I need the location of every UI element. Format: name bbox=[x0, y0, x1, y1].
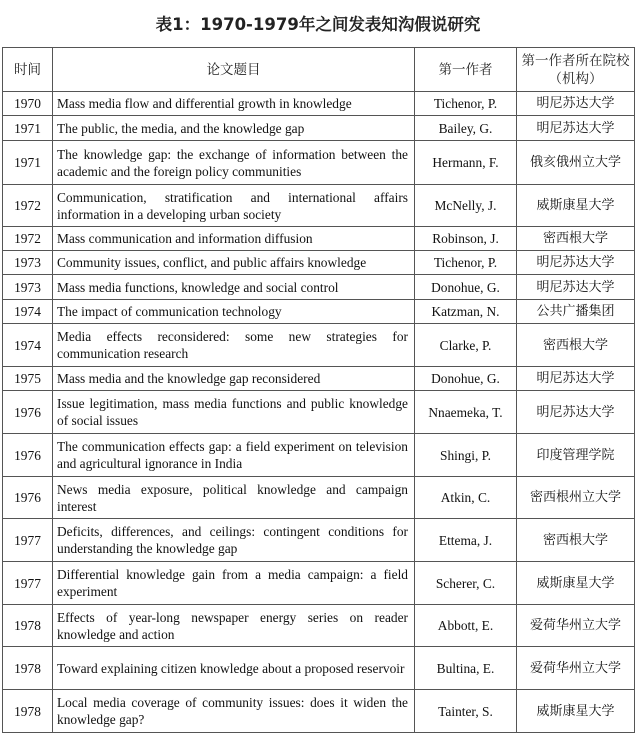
paper-title-cell: Mass media flow and differential growth in knowledge bbox=[53, 92, 415, 116]
author-cell: Katzman, N. bbox=[415, 300, 517, 324]
institution-cell: 明尼苏达大学 bbox=[517, 391, 635, 434]
table-row bbox=[3, 227, 635, 251]
paper-title-cell: Deficits, differences, and ceilings: contingent conditions for understanding the knowledge gap bbox=[53, 519, 415, 562]
author-cell: Clarke, P. bbox=[415, 324, 517, 367]
institution-cell: 威斯康星大学 bbox=[517, 562, 635, 605]
table-body bbox=[3, 92, 635, 733]
table-row bbox=[3, 92, 635, 116]
table-row bbox=[3, 141, 635, 185]
institution-cell: 明尼苏达大学 bbox=[517, 275, 635, 300]
institution-cell: 威斯康星大学 bbox=[517, 185, 635, 227]
paper-title-cell: Media effects reconsidered: some new strategies for communication research bbox=[53, 324, 415, 367]
year-cell: 1974 bbox=[3, 324, 53, 367]
paper-title-cell: Differential knowledge gain from a media campaign: a field experiment bbox=[53, 562, 415, 605]
year-cell: 1977 bbox=[3, 562, 53, 605]
paper-title-cell: The impact of communication technology bbox=[53, 300, 415, 324]
paper-title-cell: Communication, stratification and international affairs information in a developing urban society bbox=[53, 185, 415, 227]
table-row bbox=[3, 300, 635, 324]
table-row bbox=[3, 116, 635, 141]
institution-cell: 密西根大学 bbox=[517, 519, 635, 562]
header-row bbox=[3, 48, 635, 92]
institution-cell: 俄亥俄州立大学 bbox=[517, 141, 635, 185]
author-cell: Robinson, J. bbox=[415, 227, 517, 251]
institution-cell: 明尼苏达大学 bbox=[517, 116, 635, 141]
table-row bbox=[3, 367, 635, 391]
year-cell: 1973 bbox=[3, 251, 53, 275]
author-cell: Shingi, P. bbox=[415, 434, 517, 477]
author-cell: Tichenor, P. bbox=[415, 251, 517, 275]
table-row bbox=[3, 324, 635, 367]
institution-cell: 威斯康星大学 bbox=[517, 690, 635, 733]
institution-cell: 公共广播集团 bbox=[517, 300, 635, 324]
paper-title-cell: Effects of year-long newspaper energy series on reader knowledge and action bbox=[53, 605, 415, 647]
author-cell: Donohue, G. bbox=[415, 275, 517, 300]
author-cell: Tichenor, P. bbox=[415, 92, 517, 116]
author-cell: Bailey, G. bbox=[415, 116, 517, 141]
paper-title-cell: The knowledge gap: the exchange of information between the academic and the foreign policy communities bbox=[53, 141, 415, 185]
table-row bbox=[3, 519, 635, 562]
author-cell: Ettema, J. bbox=[415, 519, 517, 562]
institution-cell: 密西根州立大学 bbox=[517, 477, 635, 519]
paper-title-cell: News media exposure, political knowledge and campaign interest bbox=[53, 477, 415, 519]
paper-title-cell: Mass communication and information diffusion bbox=[53, 227, 415, 251]
year-cell: 1978 bbox=[3, 690, 53, 733]
institution-cell: 爱荷华州立大学 bbox=[517, 647, 635, 690]
paper-title-cell: Toward explaining citizen knowledge about a proposed reservoir bbox=[53, 647, 415, 690]
studies-table bbox=[2, 47, 635, 733]
institution-cell: 明尼苏达大学 bbox=[517, 251, 635, 275]
year-cell: 1975 bbox=[3, 367, 53, 391]
institution-cell: 明尼苏达大学 bbox=[517, 92, 635, 116]
author-cell: Donohue, G. bbox=[415, 367, 517, 391]
author-cell: Tainter, S. bbox=[415, 690, 517, 733]
table-row bbox=[3, 690, 635, 733]
year-cell: 1971 bbox=[3, 116, 53, 141]
table-row bbox=[3, 477, 635, 519]
author-cell: Nnaemeka, T. bbox=[415, 391, 517, 434]
author-cell: Bultina, E. bbox=[415, 647, 517, 690]
institution-cell: 密西根大学 bbox=[517, 324, 635, 367]
table-row bbox=[3, 251, 635, 275]
institution-cell: 爱荷华州立大学 bbox=[517, 605, 635, 647]
year-cell: 1972 bbox=[3, 185, 53, 227]
table-row bbox=[3, 275, 635, 300]
paper-title-cell: Mass media and the knowledge gap reconsidered bbox=[53, 367, 415, 391]
paper-title-cell: Community issues, conflict, and public affairs knowledge bbox=[53, 251, 415, 275]
paper-title-cell: Issue legitimation, mass media functions and public knowledge of social issues bbox=[53, 391, 415, 434]
header-author: 第一作者 bbox=[415, 48, 517, 92]
year-cell: 1976 bbox=[3, 391, 53, 434]
year-cell: 1974 bbox=[3, 300, 53, 324]
year-cell: 1972 bbox=[3, 227, 53, 251]
table-row bbox=[3, 647, 635, 690]
table-row bbox=[3, 434, 635, 477]
author-cell: Hermann, F. bbox=[415, 141, 517, 185]
author-cell: Scherer, C. bbox=[415, 562, 517, 605]
institution-cell: 明尼苏达大学 bbox=[517, 367, 635, 391]
author-cell: Atkin, C. bbox=[415, 477, 517, 519]
institution-cell: 印度管理学院 bbox=[517, 434, 635, 477]
author-cell: Abbott, E. bbox=[415, 605, 517, 647]
year-cell: 1971 bbox=[3, 141, 53, 185]
header-year: 时间 bbox=[3, 48, 53, 92]
year-cell: 1978 bbox=[3, 647, 53, 690]
paper-title-cell: The communication effects gap: a field experiment on television and agricultural ignorance in India bbox=[53, 434, 415, 477]
table-title: 表1：1970-1979年之间发表知沟假说研究 bbox=[155, 15, 481, 34]
table-row bbox=[3, 562, 635, 605]
paper-title-cell: Mass media functions, knowledge and social control bbox=[53, 275, 415, 300]
year-cell: 1978 bbox=[3, 605, 53, 647]
table-row bbox=[3, 185, 635, 227]
header-institution: 第一作者所在院校（机构） bbox=[517, 48, 635, 92]
year-cell: 1976 bbox=[3, 434, 53, 477]
table-row bbox=[3, 605, 635, 647]
institution-cell: 密西根大学 bbox=[517, 227, 635, 251]
paper-title-cell: Local media coverage of community issues: does it widen the knowledge gap? bbox=[53, 690, 415, 733]
year-cell: 1976 bbox=[3, 477, 53, 519]
year-cell: 1973 bbox=[3, 275, 53, 300]
paper-title-cell: The public, the media, and the knowledge gap bbox=[53, 116, 415, 141]
year-cell: 1977 bbox=[3, 519, 53, 562]
header-paper: 论文题目 bbox=[53, 48, 415, 92]
author-cell: McNelly, J. bbox=[415, 185, 517, 227]
table-row bbox=[3, 391, 635, 434]
year-cell: 1970 bbox=[3, 92, 53, 116]
